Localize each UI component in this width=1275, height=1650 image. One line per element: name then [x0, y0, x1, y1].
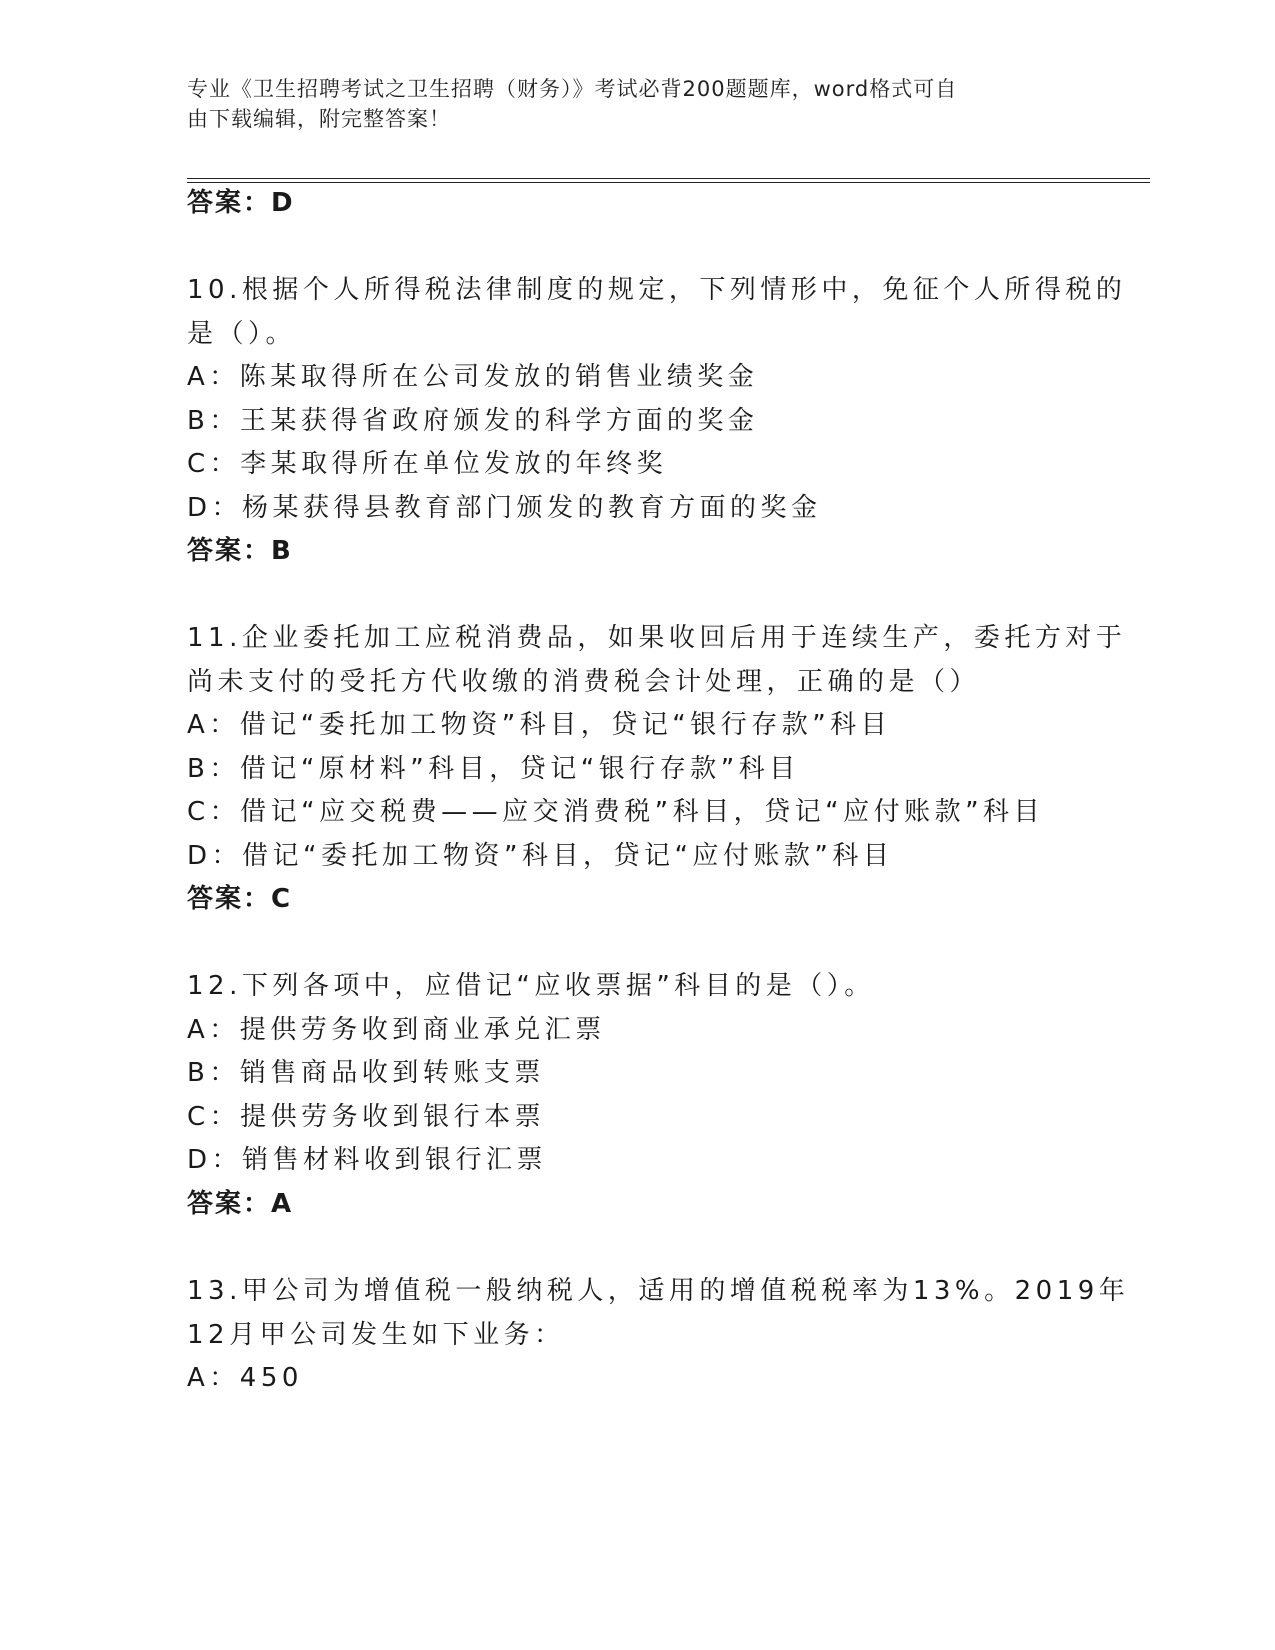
option-a: A：提供劳务收到商业承兑汇票 [187, 1015, 606, 1045]
question-stem-line: 11.企业委托加工应税消费品，如果收回后用于连续生产，委托方对于 [187, 623, 1127, 653]
option-c: C：借记“应交税费——应交消费税”科目，贷记“应付账款”科目 [187, 797, 1045, 827]
question-stem-line: 是（）。 [187, 319, 297, 349]
option-d: D：杨某获得县教育部门颁发的教育方面的奖金 [187, 493, 822, 523]
question-stem-line: 尚未支付的受托方代收缴的消费税会计处理，正确的是（） [187, 667, 981, 697]
question-stem-line: 13.甲公司为增值税一般纳税人，适用的增值税税率为13%。2019年 [187, 1276, 1130, 1306]
option-d: D：销售材料收到银行汇票 [187, 1145, 548, 1175]
answer-line: 答案：C [187, 884, 293, 914]
question-stem-line: 10.根据个人所得税法律制度的规定，下列情形中，免征个人所得税的 [187, 275, 1127, 305]
header-line-1: 专业《卫生招聘考试之卫生招聘（财务）》考试必背200题题库，word格式可自 [187, 77, 958, 101]
header-divider-top [187, 178, 1150, 179]
option-c: C：李某取得所在单位发放的年终奖 [187, 449, 668, 479]
header-divider-bottom [187, 182, 1150, 183]
option-b: B：销售商品收到转账支票 [187, 1058, 545, 1088]
question-stem-line: 12.下列各项中，应借记“应收票据”科目的是（）。 [187, 971, 875, 1001]
header-line-2: 由下载编辑，附完整答案！ [187, 107, 451, 131]
option-a: A：借记“委托加工物资”科目，贷记“银行存款”科目 [187, 710, 892, 740]
answer-line: 答案：D [187, 188, 295, 218]
option-c: C：提供劳务收到银行本票 [187, 1102, 546, 1132]
option-b: B：借记“原材料”科目，贷记“银行存款”科目 [187, 754, 800, 784]
answer-line: 答案：A [187, 1189, 294, 1219]
option-a: A：450 [187, 1363, 303, 1393]
option-b: B：王某获得省政府颁发的科学方面的奖金 [187, 406, 759, 436]
option-d: D：借记“委托加工物资”科目，贷记“应付账款”科目 [187, 841, 894, 871]
option-a: A：陈某取得所在公司发放的销售业绩奖金 [187, 362, 759, 392]
question-stem-line: 12月甲公司发生如下业务： [187, 1320, 565, 1350]
document-header [187, 74, 1087, 134]
answer-line: 答案：B [187, 536, 293, 566]
